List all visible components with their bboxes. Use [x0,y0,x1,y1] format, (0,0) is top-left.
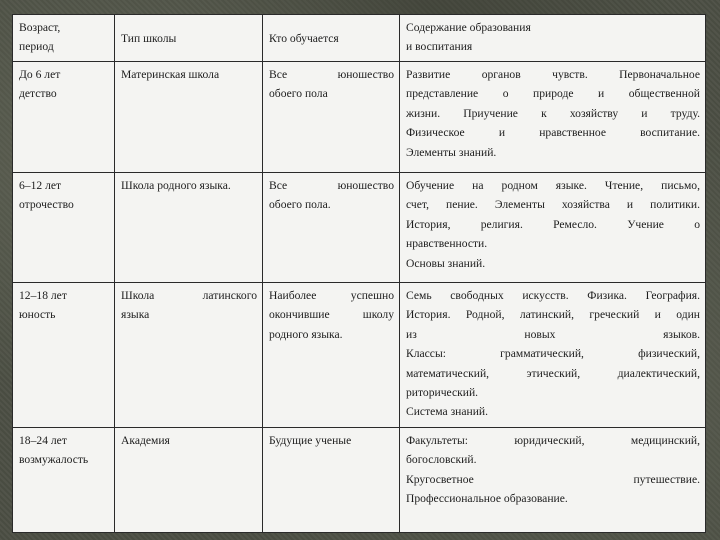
header-students [263,15,400,62]
cell-content [400,428,706,533]
cell-content-line: Элементы знаний. [406,145,497,159]
cell-school [115,62,263,173]
table-row [13,62,706,173]
cell-content-line: История, религия. Ремесло. Учение о [406,217,700,231]
document-sheet [12,14,705,532]
cell-content [400,62,706,173]
cell-school [115,283,263,428]
header-age-line-2: период [19,40,54,54]
header-school-type-text: Тип школы [121,32,177,45]
cell-content-line: жизни. Приучение к хозяйству и труду. [406,106,700,120]
cell-age-line: 18–24 лет [19,434,67,447]
cell-age-line: детство [19,87,57,101]
cell-content-line: из новых языков. [406,327,700,341]
cell-students [263,428,400,533]
header-school-type [115,15,263,62]
cell-school [115,428,263,533]
header-age-line-1: Возраст, [19,21,61,34]
cell-content-line: Физическое и нравственное воспитание. [406,126,700,140]
cell-content-line: Профессиональное образование. [406,492,568,506]
cell-students-line: Будущие ученые [269,434,352,447]
cell-content-line: Факультеты: юридический, медицинский, [406,434,700,447]
cell-content-line: Развитие органов чувств. Первоначальное [406,68,700,81]
cell-age [13,173,115,283]
table-row [13,283,706,428]
cell-age [13,283,115,428]
cell-content-line: представление о природе и общественной [406,87,700,101]
cell-content-line: нравственности. [406,237,488,251]
cell-content-line: богословский. [406,453,477,467]
cell-age-line: 6–12 лет [19,179,62,192]
cell-students [263,283,400,428]
cell-school-line: Школа родного языка. [121,179,231,192]
cell-students-line: Все юношество [269,68,394,81]
cell-school-line: Материнская школа [121,68,220,81]
cell-content-line: Семь свободных искусств. Физика. География. [406,289,700,302]
header-content-line-2: и воспитания [406,40,473,54]
cell-school [115,173,263,283]
cell-content [400,173,706,283]
cell-age-line: До 6 лет [19,68,61,81]
cell-students-line: родного языка. [269,327,343,341]
header-content-line-1: Содержание образования [406,21,531,34]
cell-age-line: возмужалость [19,453,89,467]
cell-content-line: Классы: грамматический, физический, [406,347,700,361]
education-table [12,14,706,533]
cell-content-line: математический, этический, диалектический, [406,366,700,380]
cell-students-line: обоего пола. [269,198,331,212]
cell-school-line: языка [121,308,150,322]
cell-content-line: Кругосветное путешествие. [406,472,700,486]
cell-content-line: риторический. [406,386,479,400]
cell-content-line: Обучение на родном языке. Чтение, письмо, [406,179,700,192]
cell-students-line: Наиболее успешно [269,289,394,302]
cell-school-line: Школа латинского [121,289,257,302]
header-students-text: Кто обучается [269,32,339,45]
cell-age [13,62,115,173]
cell-students [263,173,400,283]
cell-age [13,428,115,533]
cell-content-line: счет, пение. Элементы хозяйства и политики. [406,198,700,212]
cell-students-line: Все юношество [269,179,394,192]
cell-students [263,62,400,173]
cell-students-line: окончившие школу [269,308,394,322]
cell-content [400,283,706,428]
cell-content-line: История. Родной, латинский, греческий и один [406,308,700,322]
cell-age-line: 12–18 лет [19,289,67,302]
table-header-row [13,15,706,62]
header-content [400,15,706,62]
cell-students-line: обоего пола [269,87,328,101]
cell-age-line: отрочество [19,198,74,212]
cell-content-line: Основы знаний. [406,256,486,270]
cell-school-line: Академия [121,434,170,447]
cell-age-line: юность [19,308,56,322]
cell-content-line: Система знаний. [406,405,489,419]
header-age [13,15,115,62]
table-row [13,428,706,533]
table-row [13,173,706,283]
